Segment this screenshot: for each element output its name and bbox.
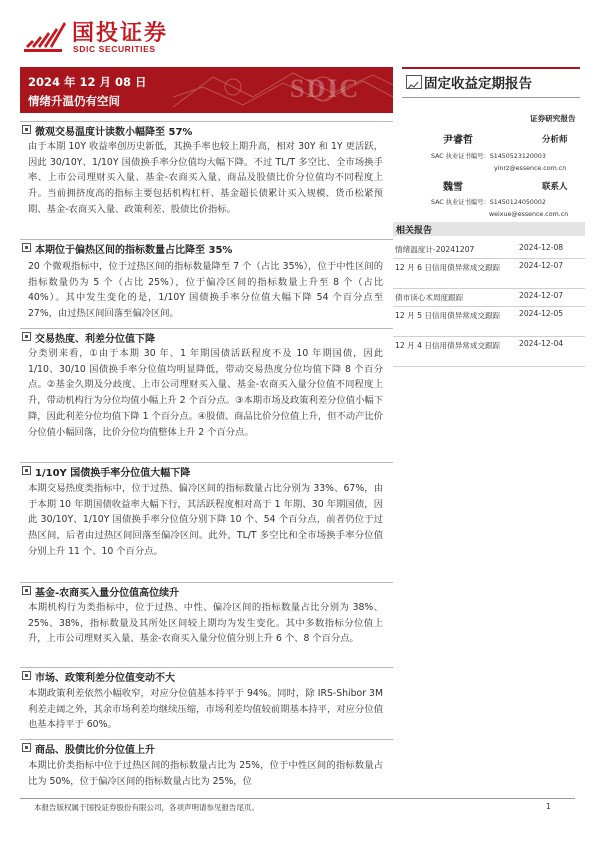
related-report-item[interactable]: 12 月 5 日信用债异常成交跟踪 2024-12-05: [393, 306, 585, 337]
section-title: 交易热度、利差分位值下降: [35, 334, 155, 345]
section-header: [20, 582, 393, 598]
section-body: 由于本期 10Y 收益率创历史新低，其换手率也较上期升高，相对 30Y 和 1Y 更活跃，因此 30/10Y、1/10Y 国债换手率分位值均大幅下降。不过 TL/T 多空比、全市场换手率、上市公司理财买入量、基金-农商买入量、商品及股债比价分位值均不同程度上升。当前拥挤度高的指标主要包括机构杠杆、基金超长债累计买入规模、货币松紧预期、基金-农商买入量、政策利差、股债比价指标。: [28, 141, 383, 215]
title-banner: [20, 67, 393, 113]
section-body: 本期交易热度类指标中，位于过热、偏冷区间的指标数量占比分别为 33%、67%，由于本期 10 年期国债收益率大幅下行，其活跃程度相对高于 1 年期、30 年期国债，因此 30/10Y、1/10Y 国债换手率分位值分别下降 10 个、54 个百分点，前者仍位于过热区间，后者由过热区间回落至偏冷区间。此外，TL/T 多空比和全市场换手率分位值分别上升 11 个、10 个百分点。: [28, 483, 383, 557]
report-type-box: [402, 67, 580, 98]
square-bullet-icon: [22, 466, 31, 475]
analyst-role: 分析师: [542, 135, 568, 145]
contact-email: weixue@essence.com.cn: [489, 211, 569, 218]
contact-name: 魏雪: [443, 182, 463, 193]
logo-mark-icon: [20, 16, 66, 54]
square-bullet-icon: [22, 125, 31, 134]
company-logo: [20, 14, 200, 58]
square-bullet-icon: [22, 743, 31, 752]
department-label: 证券研究报告: [530, 114, 576, 123]
section-header: [20, 328, 393, 344]
contact-role: 联系人: [542, 182, 568, 192]
section-title: 基金-农商买入量分位值高位续升: [35, 588, 180, 599]
related-reports-title: 相关报告: [396, 226, 433, 236]
section-header: [20, 239, 393, 255]
related-reports-header: [393, 222, 585, 236]
section-header: [20, 462, 393, 478]
footer-disclaimer: 本报告版权属于国投证券股份有限公司，各项声明请参见报告尾页。: [34, 803, 259, 812]
related-report-item[interactable]: 债市读心术周度跟踪 2024-12-07: [393, 288, 585, 307]
section-title: 1/10Y 国债换手率分位值大幅下降: [35, 468, 191, 479]
analyst-name: 尹睿哲: [443, 135, 473, 146]
page-number: 1: [546, 802, 551, 811]
square-bullet-icon: [22, 243, 31, 252]
section-body: 本期机构行为类指标中，位于过热、中性、偏冷区间的指标数量占比分别为 38%、25%、38%，指标数量及其所处区间较上期均为发生变化。其中多数指标分位值上升，上市公司理财买入量、基金-农商买入量分位值分别上升 6 个、8 个百分点。: [28, 602, 383, 645]
related-report-item[interactable]: 12 月 6 日信用债异常成交跟踪 2024-12-07: [393, 258, 585, 289]
related-report-item[interactable]: 12 月 4 日信用债异常成交跟踪 2024-12-04: [393, 336, 585, 367]
section-body: 分类别来看，①由于本期 30 年、1 年期国债活跃程度不及 10 年期国债，因此 1/10、30/10 国债换手率分位值均明显降低，带动交易热度分位均值下降 8 个百分点。②基金久期及分歧度、上市公司理财买入量、基金-农商买入量分位值不同程度上升，带动机构行为分位均值小幅上升 2 个百分点。③本期市场及政策利差分位值小幅下降，因此利差分位均值下降 1 个百分点。④股债、商品比价分位值上升，但不动产比价分位值小幅回落，比价分位均值整体上升 2 个百分点。: [28, 348, 383, 438]
section-title: 微观交易温度计读数小幅降至 57%: [35, 127, 193, 138]
analyst-cert: SAC 执业证书编号：S1450523120003: [431, 153, 546, 160]
section-body: 20 个微观指标中，位于过热区间的指标数量降至 7 个（占比 35%），位于中性区间的指标数量仍为 5 个（占比 25%），位于偏冷区间的指标数量上升至 8 个（占比 40%）。其中发生变化的是，1/10Y 国债换手率分位值大幅下降 54 个百分点至 27%，由过热区间回落至偏冷区间。: [28, 261, 383, 320]
contact-cert: SAC 执业证书编号：S1450124050002: [431, 199, 546, 206]
footer-divider: [20, 798, 575, 799]
section-body: 本期比价类指标中位于过热区间的指标数量占比为 25%，位于中性区间的指标数量占比为 50%，位于偏冷区间的指标数量占比为 25%，位: [28, 760, 383, 787]
logo-chinese-text: 国投证券: [72, 21, 169, 46]
report-subtitle: 情绪升温仍有空间: [28, 94, 120, 108]
analyst-email: yinrz@essence.com.cn: [494, 165, 567, 172]
report-type-label: 固定收益定期报告: [424, 76, 532, 92]
banner-watermark: SDIC: [290, 74, 361, 103]
section-body: 本期政策利差依然小幅收窄，对应分位值基本持平于 94%。同时，除 IRS-Shibor 3M 利差走阔之外，其余市场利差均继续压缩，市场利差均值较前期基本持平，对应分位值也基本持平于 60%。: [28, 688, 383, 731]
section-title: 市场、政策利差分位值变动不大: [35, 673, 175, 684]
chart-icon: [406, 75, 422, 89]
section-header: [20, 121, 393, 137]
section-title: 本期位于偏热区间的指标数量占比降至 35%: [35, 245, 233, 256]
section-title: 商品、股债比价分位值上升: [35, 745, 155, 756]
section-header: [20, 667, 393, 683]
square-bullet-icon: [22, 586, 31, 595]
related-report-item[interactable]: 情绪温度计-20241207 2024-12-08: [393, 240, 585, 259]
square-bullet-icon: [22, 671, 31, 680]
logo-english-text: SDIC SECURITIES: [73, 44, 156, 54]
section-header: [20, 739, 393, 755]
report-date: 2024 年 12 月 08 日: [28, 75, 147, 89]
square-bullet-icon: [22, 332, 31, 341]
